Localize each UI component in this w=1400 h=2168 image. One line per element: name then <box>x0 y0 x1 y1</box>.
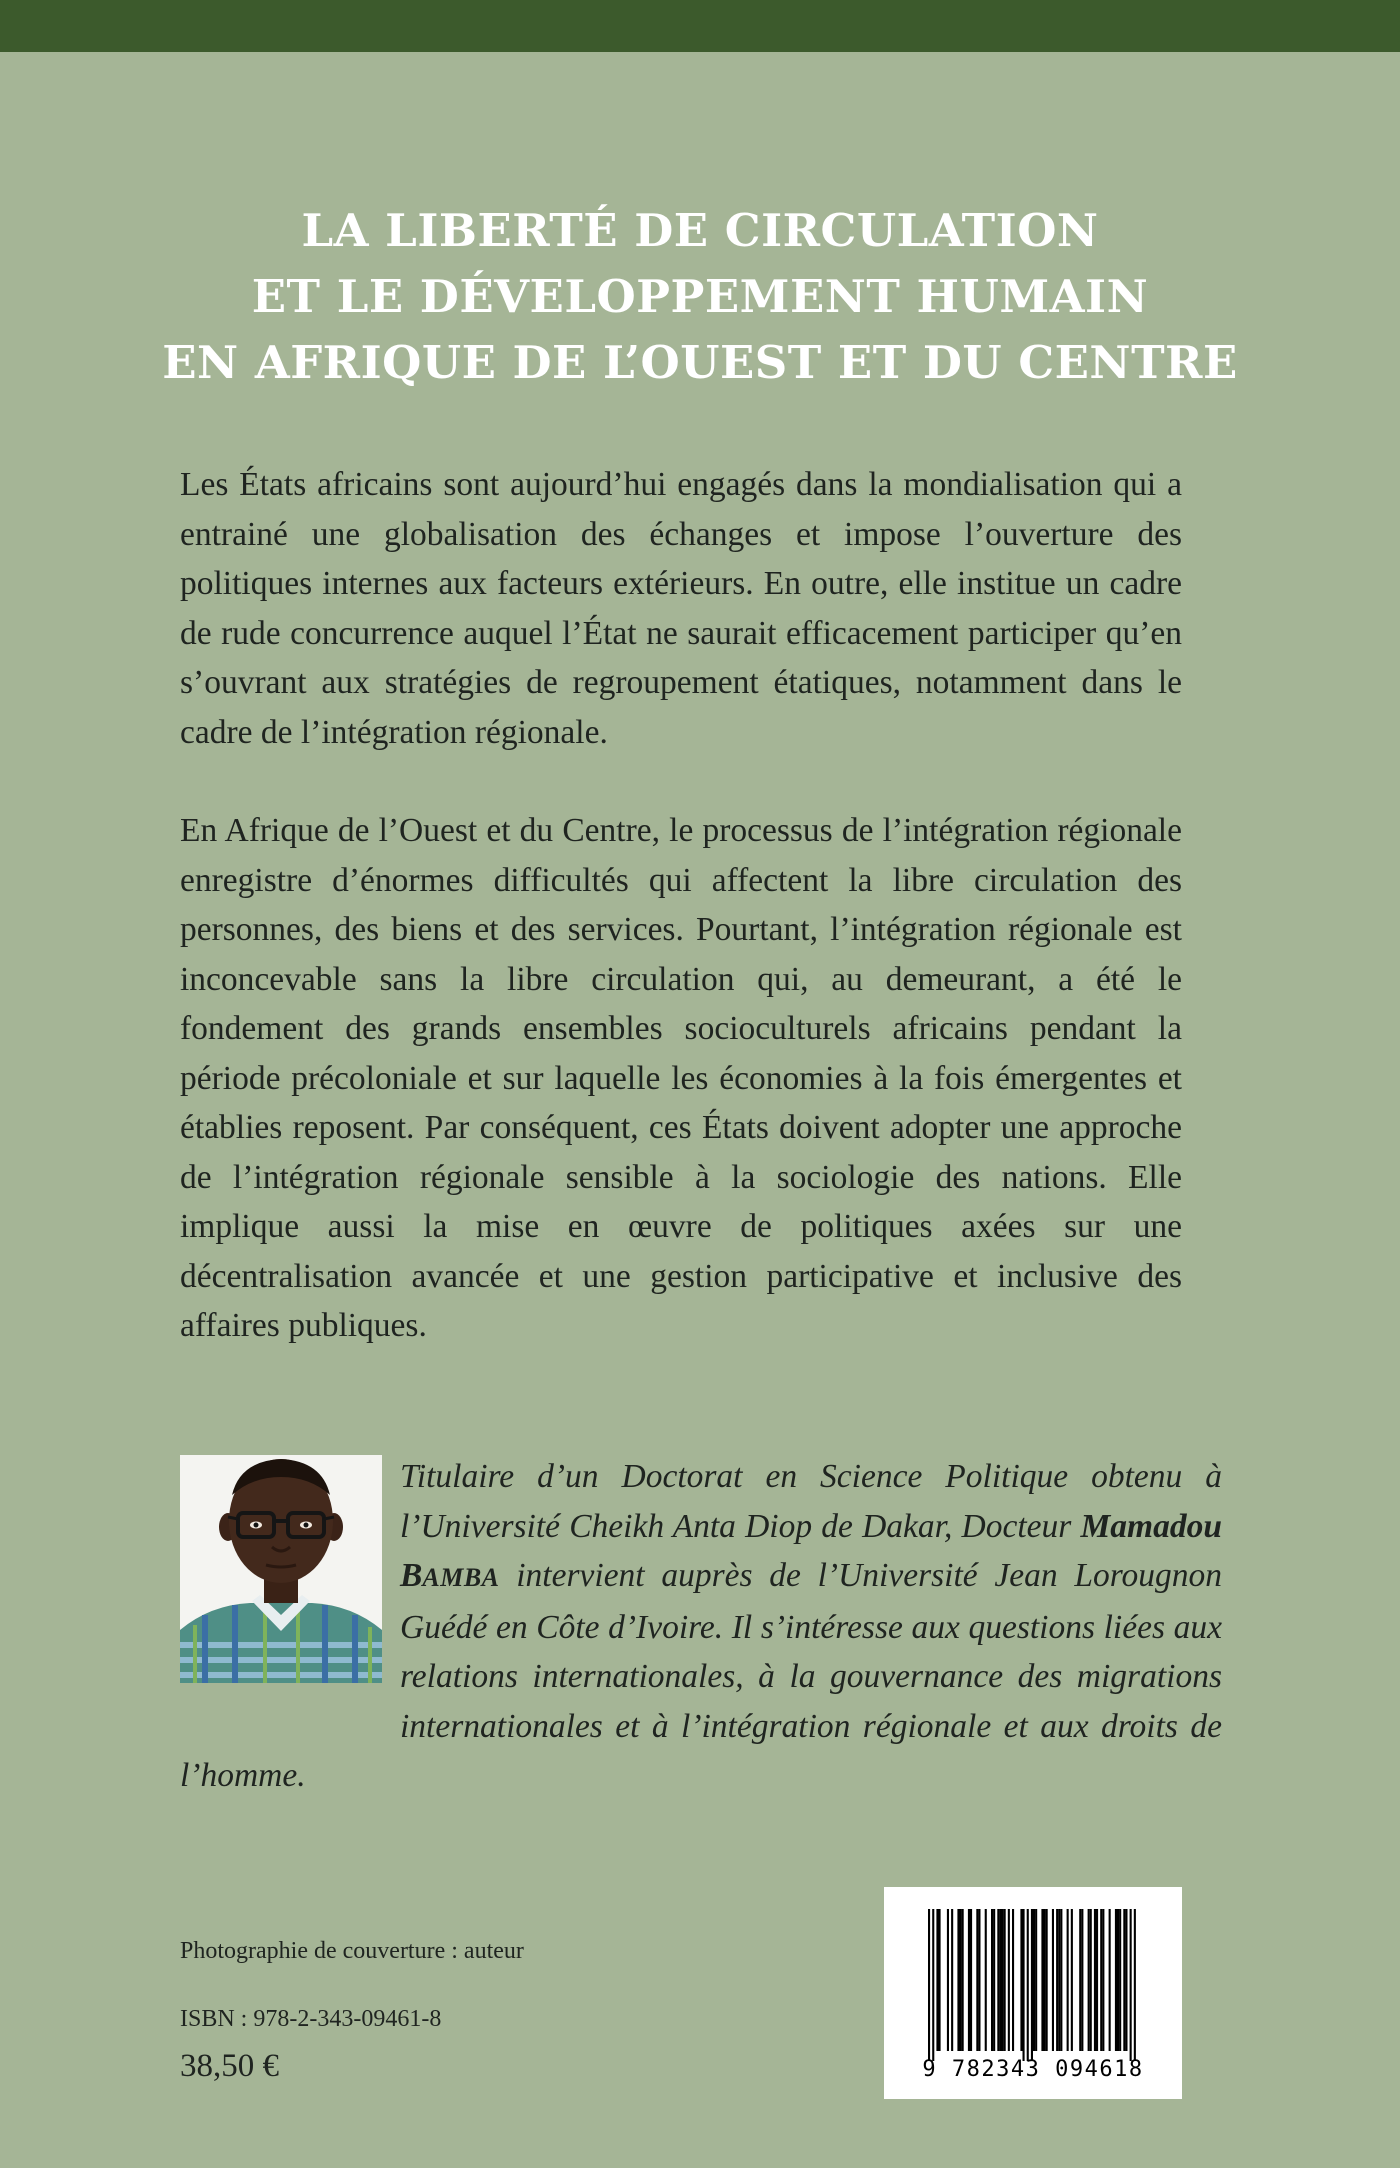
barcode-bar <box>970 1909 972 2051</box>
barcode-bar <box>978 1909 980 2051</box>
barcode-bar <box>985 1909 987 2051</box>
barcode-bar <box>947 1909 949 2051</box>
author-bio-rest: intervient auprès de l’Université Jean Lorougnon Guédé en Côte d’Ivoire. Il s’intéresse aux questions liées aux relations internationales, à la gouvernance des migrations internationales et à l’intégration régionale et aux droits de l’homme. <box>180 1557 1222 1794</box>
summary-paragraph-2: En Afrique de l’Ouest et du Centre, le processus de l’intégration régionale enregistre d’énormes difficultés qui affectent la libre circulation des personnes, des biens et des services. Pourtant, l’intégration régionale est inconcevable sans la libre circulation qui, au demeurant, a été le fondement des grands ensembles socioculturels africains pendant la période précoloniale et sur laquelle les économies à la fois émergentes et établies reposent. Par conséquent, ces États doivent adopter une approche de l’intégration régionale sensible à la sociologie des nations. Elle implique aussi la mise en œuvre de politiques axées sur une décentralisation avancée et une gestion participative et inclusive des affaires publiques. <box>180 812 1182 1344</box>
barcode-bar <box>1058 1909 1060 2051</box>
isbn: ISBN : 978-2-343-09461-8 <box>180 2006 442 2032</box>
author-name-first: Mamadou B <box>400 1507 1222 1594</box>
barcode-bar <box>1079 1909 1081 2051</box>
barcode-bar <box>1130 1909 1132 2061</box>
barcode-bar <box>1020 1909 1022 2051</box>
title-line-2: ET LE DÉVELOPPEMENT HUMAIN <box>251 270 1149 323</box>
barcode-bar <box>1134 1909 1136 2061</box>
barcode-bar <box>962 1909 964 2051</box>
author-bio-intro: Titulaire d’un Doctorat en Science Politique obtenu à l’Université Cheikh Anta Diop de Dakar, Docteur <box>400 1458 1222 1545</box>
barcode-bar <box>1035 1909 1037 2051</box>
barcode-bar <box>968 1909 970 2051</box>
barcode-bar <box>1117 1909 1119 2051</box>
barcode-bar <box>939 1909 941 2051</box>
barcode-bar <box>957 1909 959 2051</box>
barcode-bar <box>1033 1909 1035 2051</box>
barcode-bar <box>1119 1909 1121 2051</box>
photo-credit: Photographie de couverture : auteur <box>180 1938 524 1964</box>
barcode-bar <box>960 1909 962 2051</box>
photo-spacer <box>180 1452 400 1738</box>
barcode-bar <box>1071 1909 1073 2051</box>
barcode <box>884 1887 1182 2099</box>
barcode-bar <box>1094 1909 1096 2051</box>
barcode-bar <box>1041 1909 1043 2051</box>
barcode-bar <box>928 1909 930 2061</box>
title-line-1: LA LIBERTÉ DE CIRCULATION <box>301 204 1099 257</box>
barcode-bar <box>976 1909 978 2051</box>
barcode-bar <box>1125 1909 1127 2051</box>
barcode-bar <box>993 1909 995 2051</box>
barcode-bar <box>1060 1909 1062 2051</box>
barcode-bar <box>1088 1909 1090 2051</box>
barcode-bar <box>936 1909 938 2051</box>
barcode-bar <box>1109 1909 1111 2051</box>
price: 38,50 € <box>180 2048 279 2084</box>
barcode-bar <box>1123 1909 1125 2051</box>
barcode-digits: 9 782343 094618 <box>922 2057 1144 2082</box>
barcode-bar <box>1115 1909 1117 2051</box>
barcode-bar <box>997 1909 999 2051</box>
top-color-band <box>0 0 1400 52</box>
barcode-bar <box>1067 1909 1069 2051</box>
barcode-bar <box>1056 1909 1058 2051</box>
barcode-bar <box>1096 1909 1098 2051</box>
barcode-bar <box>1004 1909 1006 2051</box>
summary-paragraph-1: Les États africains sont aujourd’hui engagés dans la mondialisation qui a entrainé une globalisation des échanges et impose l’ouverture des politiques internes aux facteurs extérieurs. En outre, elle institue un cadre de rude concurrence auquel l’État ne saurait efficacement participer qu’en s’ouvrant aux stratégies de regroupement étatiques, notamment dans le cadre de l’intégration régionale. <box>180 466 1182 751</box>
barcode-bar <box>932 1909 934 2061</box>
barcode-bar <box>1023 1909 1025 2061</box>
barcode-bar <box>1002 1909 1004 2051</box>
barcode-bar <box>1046 1909 1048 2051</box>
barcode-bar <box>1102 1909 1104 2051</box>
barcode-bar <box>1052 1909 1054 2051</box>
author-bio <box>180 1452 1222 1801</box>
barcode-bar <box>1081 1909 1083 2051</box>
barcode-bar <box>1008 1909 1010 2051</box>
barcode-bar <box>951 1909 953 2051</box>
author-name-smallcaps: AMBA <box>422 1563 500 1592</box>
title-line-3: EN AFRIQUE DE L’OUEST ET DU CENTRE <box>162 336 1238 389</box>
book-title <box>80 198 1320 396</box>
barcode-bar <box>1090 1909 1092 2051</box>
barcode-bar <box>1100 1909 1102 2051</box>
barcode-bar <box>991 1909 993 2051</box>
barcode-bar <box>1027 1909 1029 2061</box>
barcode-bar <box>1012 1909 1014 2051</box>
barcode-bar <box>1031 1909 1033 2061</box>
barcode-bar <box>999 1909 1001 2051</box>
barcode-bar <box>1044 1909 1046 2051</box>
